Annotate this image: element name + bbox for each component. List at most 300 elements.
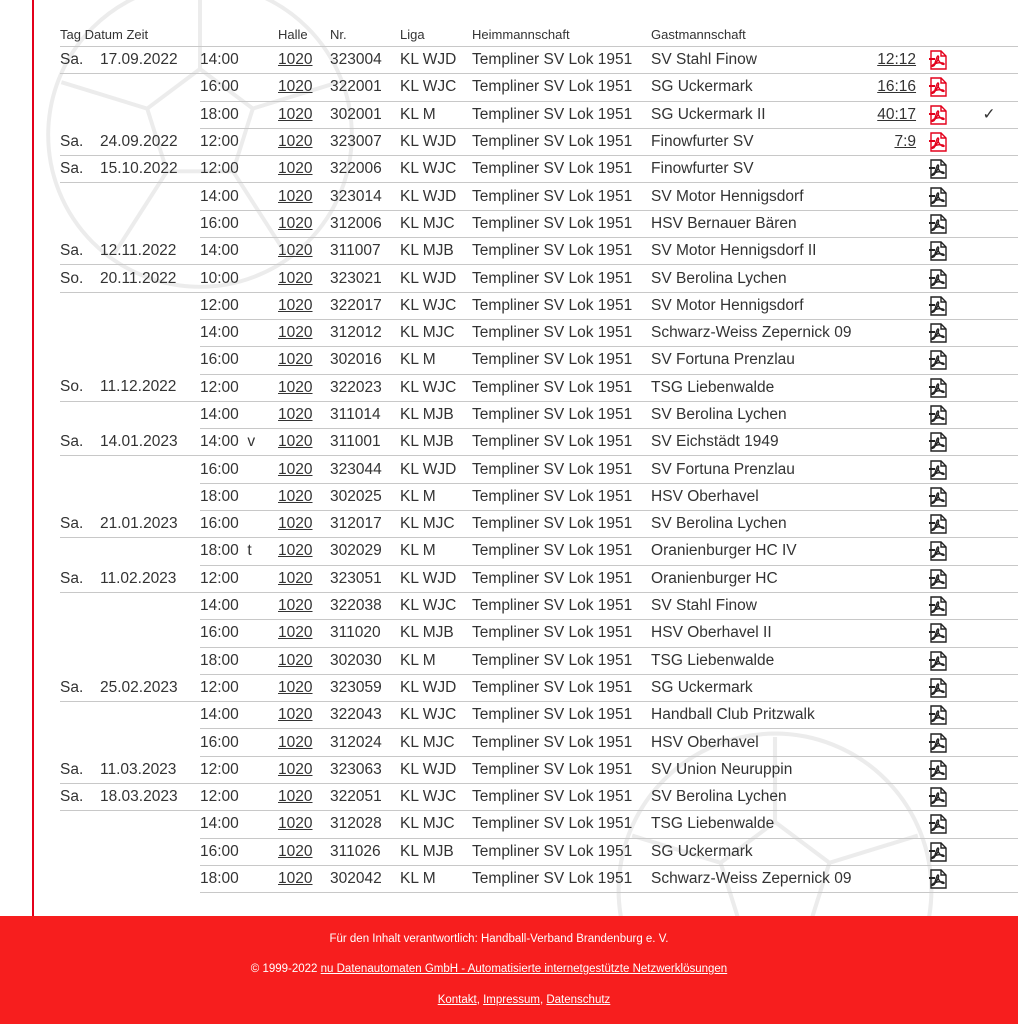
cell-halle xyxy=(278,456,330,483)
halle-link[interactable]: 1020 xyxy=(278,842,313,860)
left-red-rule xyxy=(32,0,34,916)
cell-report xyxy=(916,401,960,428)
halle-link[interactable]: 1020 xyxy=(278,870,313,888)
cell-date: 14.01.2023 xyxy=(100,429,200,456)
halle-link[interactable]: 1020 xyxy=(278,460,313,478)
cell-day xyxy=(60,592,100,619)
cell-liga: KL MJC xyxy=(400,210,472,237)
table-row xyxy=(60,47,1018,74)
halle-link[interactable]: 1020 xyxy=(278,569,313,587)
cell-time: 18:00 xyxy=(200,865,278,892)
cell-day: Sa. xyxy=(60,511,100,538)
cell-time: 18:00 xyxy=(200,101,278,128)
cell-date: 18.03.2023 xyxy=(100,784,200,811)
table-row xyxy=(60,483,1018,510)
cell-check xyxy=(960,865,1018,892)
pdf-icon[interactable] xyxy=(927,623,949,643)
cell-liga: KL WJC xyxy=(400,156,472,183)
cell-liga: KL WJC xyxy=(400,374,472,401)
cell-date: 12.11.2022 xyxy=(100,238,200,265)
cell-report xyxy=(916,838,960,865)
pdf-icon[interactable] xyxy=(927,269,949,289)
cell-liga: KL WJC xyxy=(400,784,472,811)
table-row xyxy=(60,538,1018,565)
cell-score xyxy=(856,292,916,319)
cell-day xyxy=(60,702,100,729)
table-row xyxy=(60,374,1018,401)
footer-link-impressum[interactable]: Impressum xyxy=(483,994,540,1006)
halle-link[interactable]: 1020 xyxy=(278,269,313,287)
halle-link[interactable]: 1020 xyxy=(278,651,313,669)
cell-nr: 311007 xyxy=(330,238,400,265)
cell-heimmannschaft: Templiner SV Lok 1951 xyxy=(472,238,651,265)
cell-day: Sa. xyxy=(60,238,100,265)
score-link[interactable]: 12:12 xyxy=(877,51,917,69)
cell-date xyxy=(100,74,200,101)
score-link[interactable]: 40:17 xyxy=(877,105,917,123)
cell-score xyxy=(856,210,916,237)
cell-check xyxy=(960,620,1018,647)
cell-heimmannschaft: Templiner SV Lok 1951 xyxy=(472,511,651,538)
cell-day xyxy=(60,183,100,210)
cell-liga: KL WJC xyxy=(400,74,472,101)
cell-liga: KL MJC xyxy=(400,811,472,838)
pdf-icon[interactable] xyxy=(927,460,949,480)
halle-link[interactable]: 1020 xyxy=(278,624,313,642)
pdf-icon[interactable] xyxy=(927,733,949,753)
pdf-icon[interactable] xyxy=(927,869,949,889)
cell-check xyxy=(960,838,1018,865)
halle-link[interactable]: 1020 xyxy=(278,378,313,396)
cell-liga: KL M xyxy=(400,865,472,892)
cell-time: 14:00 v xyxy=(200,429,278,456)
cell-day xyxy=(60,456,100,483)
cell-check xyxy=(960,811,1018,838)
cell-day xyxy=(60,483,100,510)
cell-gastmannschaft: SV Berolina Lychen xyxy=(651,784,856,811)
pdf-icon[interactable] xyxy=(927,569,949,589)
cell-halle xyxy=(278,702,330,729)
cell-heimmannschaft: Templiner SV Lok 1951 xyxy=(472,128,651,155)
cell-time: 12:00 xyxy=(200,756,278,783)
halle-link[interactable]: 1020 xyxy=(278,515,313,533)
pdf-icon[interactable] xyxy=(927,296,949,316)
footer-company-link[interactable]: nu Datenautomaten GmbH - Automatisierte internetgestützte Netzwerklösungen xyxy=(320,963,728,975)
pdf-icon[interactable] xyxy=(927,678,949,698)
cell-liga: KL MJB xyxy=(400,401,472,428)
cell-check xyxy=(960,210,1018,237)
schedule-table xyxy=(60,22,1018,893)
cell-gastmannschaft: SG Uckermark xyxy=(651,74,856,101)
cell-heimmannschaft: Templiner SV Lok 1951 xyxy=(472,784,651,811)
cell-gastmannschaft: SG Uckermark II xyxy=(651,101,856,128)
cell-nr: 322017 xyxy=(330,292,400,319)
table-row xyxy=(60,592,1018,619)
cell-nr: 302016 xyxy=(330,347,400,374)
halle-link[interactable]: 1020 xyxy=(278,133,313,151)
cell-report xyxy=(916,756,960,783)
cell-score xyxy=(856,429,916,456)
cell-day xyxy=(60,865,100,892)
footer xyxy=(0,916,1018,1024)
cell-nr: 322006 xyxy=(330,156,400,183)
halle-link[interactable]: 1020 xyxy=(278,788,313,806)
cell-day: Sa. xyxy=(60,128,100,155)
cell-time: 16:00 xyxy=(200,729,278,756)
pdf-icon[interactable] xyxy=(927,814,949,834)
cell-score xyxy=(856,784,916,811)
cell-check xyxy=(960,401,1018,428)
cell-gastmannschaft: SG Uckermark xyxy=(651,838,856,865)
cell-liga: KL MJB xyxy=(400,620,472,647)
cell-report xyxy=(916,538,960,565)
halle-link[interactable]: 1020 xyxy=(278,678,313,696)
cell-time: 14:00 xyxy=(200,811,278,838)
table-row xyxy=(60,865,1018,892)
cell-halle xyxy=(278,319,330,346)
cell-nr: 311001 xyxy=(330,429,400,456)
cell-nr: 312028 xyxy=(330,811,400,838)
cell-heimmannschaft: Templiner SV Lok 1951 xyxy=(472,265,651,292)
halle-link[interactable]: 1020 xyxy=(278,105,313,123)
cell-date xyxy=(100,538,200,565)
cell-date xyxy=(100,210,200,237)
cell-heimmannschaft: Templiner SV Lok 1951 xyxy=(472,756,651,783)
halle-link[interactable]: 1020 xyxy=(278,760,313,778)
cell-halle xyxy=(278,238,330,265)
cell-gastmannschaft: Finowfurter SV xyxy=(651,156,856,183)
halle-link[interactable]: 1020 xyxy=(278,706,313,724)
cell-day xyxy=(60,74,100,101)
halle-link[interactable]: 1020 xyxy=(278,214,313,232)
cell-check xyxy=(960,565,1018,592)
cell-day xyxy=(60,838,100,865)
cell-gastmannschaft: SV Berolina Lychen xyxy=(651,511,856,538)
pdf-icon[interactable] xyxy=(927,514,949,534)
cell-date: 11.12.2022 xyxy=(100,374,200,401)
cell-check xyxy=(960,47,1018,74)
cell-liga: KL WJC xyxy=(400,292,472,319)
cell-halle xyxy=(278,429,330,456)
pdf-icon[interactable] xyxy=(927,323,949,343)
cell-halle xyxy=(278,811,330,838)
cell-score xyxy=(856,511,916,538)
halle-link[interactable]: 1020 xyxy=(278,597,313,615)
cell-liga: KL M xyxy=(400,483,472,510)
cell-time: 18:00 xyxy=(200,647,278,674)
cell-report xyxy=(916,674,960,701)
pdf-icon[interactable] xyxy=(927,541,949,561)
pdf-icon[interactable] xyxy=(927,187,949,207)
cell-liga: KL WJD xyxy=(400,265,472,292)
cell-gastmannschaft: SV Motor Hennigsdorf xyxy=(651,183,856,210)
cell-report xyxy=(916,238,960,265)
cell-score xyxy=(856,865,916,892)
pdf-red-icon[interactable] xyxy=(927,77,949,97)
table-row xyxy=(60,210,1018,237)
cell-time: 16:00 xyxy=(200,347,278,374)
pdf-red-icon[interactable] xyxy=(927,50,949,70)
cell-date: 21.01.2023 xyxy=(100,511,200,538)
cell-check xyxy=(960,265,1018,292)
cell-report xyxy=(916,729,960,756)
cell-date xyxy=(100,647,200,674)
cell-nr: 322043 xyxy=(330,702,400,729)
table-row xyxy=(60,319,1018,346)
cell-liga: KL MJC xyxy=(400,319,472,346)
cell-time: 10:00 xyxy=(200,265,278,292)
cell-time: 18:00 t xyxy=(200,538,278,565)
cell-check xyxy=(960,483,1018,510)
cell-nr: 302025 xyxy=(330,483,400,510)
cell-date: 25.02.2023 xyxy=(100,674,200,701)
halle-link[interactable]: 1020 xyxy=(278,487,313,505)
cell-check xyxy=(960,784,1018,811)
cell-date xyxy=(100,456,200,483)
cell-liga: KL WJC xyxy=(400,592,472,619)
halle-link[interactable]: 1020 xyxy=(278,51,313,69)
cell-score xyxy=(856,811,916,838)
cell-heimmannschaft: Templiner SV Lok 1951 xyxy=(472,674,651,701)
halle-link[interactable]: 1020 xyxy=(278,433,313,451)
cell-date: 11.02.2023 xyxy=(100,565,200,592)
pdf-icon[interactable] xyxy=(927,432,949,452)
cell-gastmannschaft: Oranienburger HC xyxy=(651,565,856,592)
footer-link-datenschutz[interactable]: Datenschutz xyxy=(546,994,611,1006)
table-row xyxy=(60,756,1018,783)
halle-link[interactable]: 1020 xyxy=(278,187,313,205)
cell-date: 15.10.2022 xyxy=(100,156,200,183)
pdf-red-icon[interactable] xyxy=(927,132,949,152)
cell-halle xyxy=(278,156,330,183)
cell-day xyxy=(60,729,100,756)
cell-day: So. xyxy=(60,265,100,292)
cell-heimmannschaft: Templiner SV Lok 1951 xyxy=(472,811,651,838)
cell-heimmannschaft: Templiner SV Lok 1951 xyxy=(472,456,651,483)
cell-time: 14:00 xyxy=(200,238,278,265)
cell-liga: KL WJD xyxy=(400,456,472,483)
cell-nr: 311026 xyxy=(330,838,400,865)
cell-halle xyxy=(278,183,330,210)
cell-date: 17.09.2022 xyxy=(100,47,200,74)
table-row xyxy=(60,429,1018,456)
cell-check xyxy=(960,156,1018,183)
table-row xyxy=(60,292,1018,319)
cell-gastmannschaft: SV Berolina Lychen xyxy=(651,401,856,428)
cell-day xyxy=(60,101,100,128)
cell-heimmannschaft: Templiner SV Lok 1951 xyxy=(472,702,651,729)
pdf-icon[interactable] xyxy=(927,405,949,425)
cell-score xyxy=(856,183,916,210)
table-row xyxy=(60,729,1018,756)
footer-copyright-prefix: © 1999-2022 xyxy=(250,963,321,975)
cell-score xyxy=(856,319,916,346)
cell-halle xyxy=(278,784,330,811)
cell-score xyxy=(856,347,916,374)
cell-halle xyxy=(278,538,330,565)
cell-score xyxy=(856,620,916,647)
halle-link[interactable]: 1020 xyxy=(278,733,313,751)
cell-score xyxy=(856,265,916,292)
pdf-icon[interactable] xyxy=(927,159,949,179)
cell-gastmannschaft: Finowfurter SV xyxy=(651,128,856,155)
cell-gastmannschaft: SV Stahl Finow xyxy=(651,47,856,74)
footer-link-kontakt[interactable]: Kontakt xyxy=(437,994,477,1006)
cell-nr: 302001 xyxy=(330,101,400,128)
cell-gastmannschaft: SV Fortuna Prenzlau xyxy=(651,347,856,374)
cell-check xyxy=(960,101,1018,128)
column-header-gastmannschaft: Gastmannschaft xyxy=(651,26,746,42)
table-row xyxy=(60,183,1018,210)
cell-score xyxy=(856,729,916,756)
cell-halle xyxy=(278,647,330,674)
cell-time: 14:00 xyxy=(200,319,278,346)
cell-score xyxy=(856,401,916,428)
cell-check xyxy=(960,128,1018,155)
cell-date xyxy=(100,620,200,647)
cell-score xyxy=(856,565,916,592)
pdf-icon[interactable] xyxy=(927,350,949,370)
pdf-icon[interactable] xyxy=(927,651,949,671)
cell-report xyxy=(916,319,960,346)
cell-day xyxy=(60,319,100,346)
halle-link[interactable]: 1020 xyxy=(278,406,313,423)
halle-link[interactable]: 1020 xyxy=(278,242,313,260)
table-row xyxy=(60,838,1018,865)
cell-day xyxy=(60,538,100,565)
cell-liga: KL MJB xyxy=(400,429,472,456)
cell-nr: 323044 xyxy=(330,456,400,483)
cell-gastmannschaft: HSV Oberhavel II xyxy=(651,620,856,647)
cell-day: Sa. xyxy=(60,674,100,701)
pdf-red-icon[interactable] xyxy=(927,105,949,125)
cell-report xyxy=(916,156,960,183)
cell-heimmannschaft: Templiner SV Lok 1951 xyxy=(472,620,651,647)
cell-halle xyxy=(278,511,330,538)
pdf-icon[interactable] xyxy=(927,760,949,780)
pdf-icon[interactable] xyxy=(927,378,949,398)
cell-nr: 322051 xyxy=(330,784,400,811)
cell-nr: 302030 xyxy=(330,647,400,674)
halle-link[interactable]: 1020 xyxy=(278,78,313,96)
cell-liga: KL WJD xyxy=(400,674,472,701)
cell-report xyxy=(916,101,960,128)
halle-link[interactable]: 1020 xyxy=(278,160,313,178)
halle-link[interactable]: 1020 xyxy=(278,296,313,314)
cell-liga: KL M xyxy=(400,347,472,374)
halle-link[interactable]: 1020 xyxy=(278,324,313,342)
cell-nr: 323014 xyxy=(330,183,400,210)
column-header-liga: Liga xyxy=(400,26,425,42)
cell-heimmannschaft: Templiner SV Lok 1951 xyxy=(472,865,651,892)
cell-time: 12:00 xyxy=(200,128,278,155)
table-row xyxy=(60,401,1018,428)
cell-check xyxy=(960,538,1018,565)
cell-nr: 323063 xyxy=(330,756,400,783)
pdf-icon[interactable] xyxy=(927,214,949,234)
cell-day: Sa. xyxy=(60,429,100,456)
cell-day: Sa. xyxy=(60,784,100,811)
cell-score xyxy=(856,702,916,729)
pdf-icon[interactable] xyxy=(927,487,949,507)
cell-halle xyxy=(278,47,330,74)
halle-link[interactable]: 1020 xyxy=(278,815,313,833)
cell-date: 11.03.2023 xyxy=(100,756,200,783)
cell-heimmannschaft: Templiner SV Lok 1951 xyxy=(472,101,651,128)
score-link[interactable]: 16:16 xyxy=(877,78,917,96)
cell-heimmannschaft: Templiner SV Lok 1951 xyxy=(472,838,651,865)
pdf-icon[interactable] xyxy=(927,787,949,807)
score-link[interactable]: 7:9 xyxy=(894,133,917,151)
table-row xyxy=(60,620,1018,647)
cell-report xyxy=(916,865,960,892)
cell-heimmannschaft: Templiner SV Lok 1951 xyxy=(472,74,651,101)
halle-link[interactable]: 1020 xyxy=(278,542,313,560)
cell-report xyxy=(916,647,960,674)
halle-link[interactable]: 1020 xyxy=(278,351,313,369)
cell-gastmannschaft: TSG Liebenwalde xyxy=(651,374,856,401)
pdf-icon[interactable] xyxy=(927,596,949,616)
cell-halle xyxy=(278,592,330,619)
cell-check xyxy=(960,456,1018,483)
cell-gastmannschaft: SV Fortuna Prenzlau xyxy=(651,456,856,483)
cell-score xyxy=(856,74,916,101)
cell-halle xyxy=(278,128,330,155)
cell-check xyxy=(960,238,1018,265)
cell-report xyxy=(916,292,960,319)
cell-liga: KL WJD xyxy=(400,756,472,783)
cell-heimmannschaft: Templiner SV Lok 1951 xyxy=(472,319,651,346)
cell-nr: 323059 xyxy=(330,674,400,701)
cell-liga: KL MJB xyxy=(400,838,472,865)
table-row xyxy=(60,702,1018,729)
cell-liga: KL WJC xyxy=(400,702,472,729)
cell-heimmannschaft: Templiner SV Lok 1951 xyxy=(472,565,651,592)
cell-liga: KL MJC xyxy=(400,729,472,756)
cell-day: So. xyxy=(60,374,100,401)
cell-report xyxy=(916,210,960,237)
checkmark-icon: ✓ xyxy=(982,106,996,124)
cell-check xyxy=(960,756,1018,783)
cell-report xyxy=(916,265,960,292)
cell-report xyxy=(916,47,960,74)
cell-halle xyxy=(278,838,330,865)
cell-gastmannschaft: TSG Liebenwalde xyxy=(651,811,856,838)
cell-halle xyxy=(278,674,330,701)
cell-liga: KL M xyxy=(400,538,472,565)
cell-nr: 302029 xyxy=(330,538,400,565)
cell-gastmannschaft: SV Union Neuruppin xyxy=(651,756,856,783)
pdf-icon[interactable] xyxy=(927,241,949,261)
cell-check xyxy=(960,319,1018,346)
cell-time: 16:00 xyxy=(200,210,278,237)
cell-report xyxy=(916,347,960,374)
cell-check xyxy=(960,702,1018,729)
cell-day xyxy=(60,401,100,428)
table-row xyxy=(60,674,1018,701)
cell-liga: KL WJD xyxy=(400,183,472,210)
cell-day xyxy=(60,647,100,674)
cell-gastmannschaft: SV Eichstädt 1949 xyxy=(651,429,856,456)
pdf-icon[interactable] xyxy=(927,705,949,725)
cell-day: Sa. xyxy=(60,156,100,183)
cell-date xyxy=(100,401,200,428)
cell-day: Sa. xyxy=(60,47,100,74)
cell-score xyxy=(856,592,916,619)
cell-gastmannschaft: SG Uckermark xyxy=(651,674,856,701)
pdf-icon[interactable] xyxy=(927,842,949,862)
cell-report xyxy=(916,74,960,101)
